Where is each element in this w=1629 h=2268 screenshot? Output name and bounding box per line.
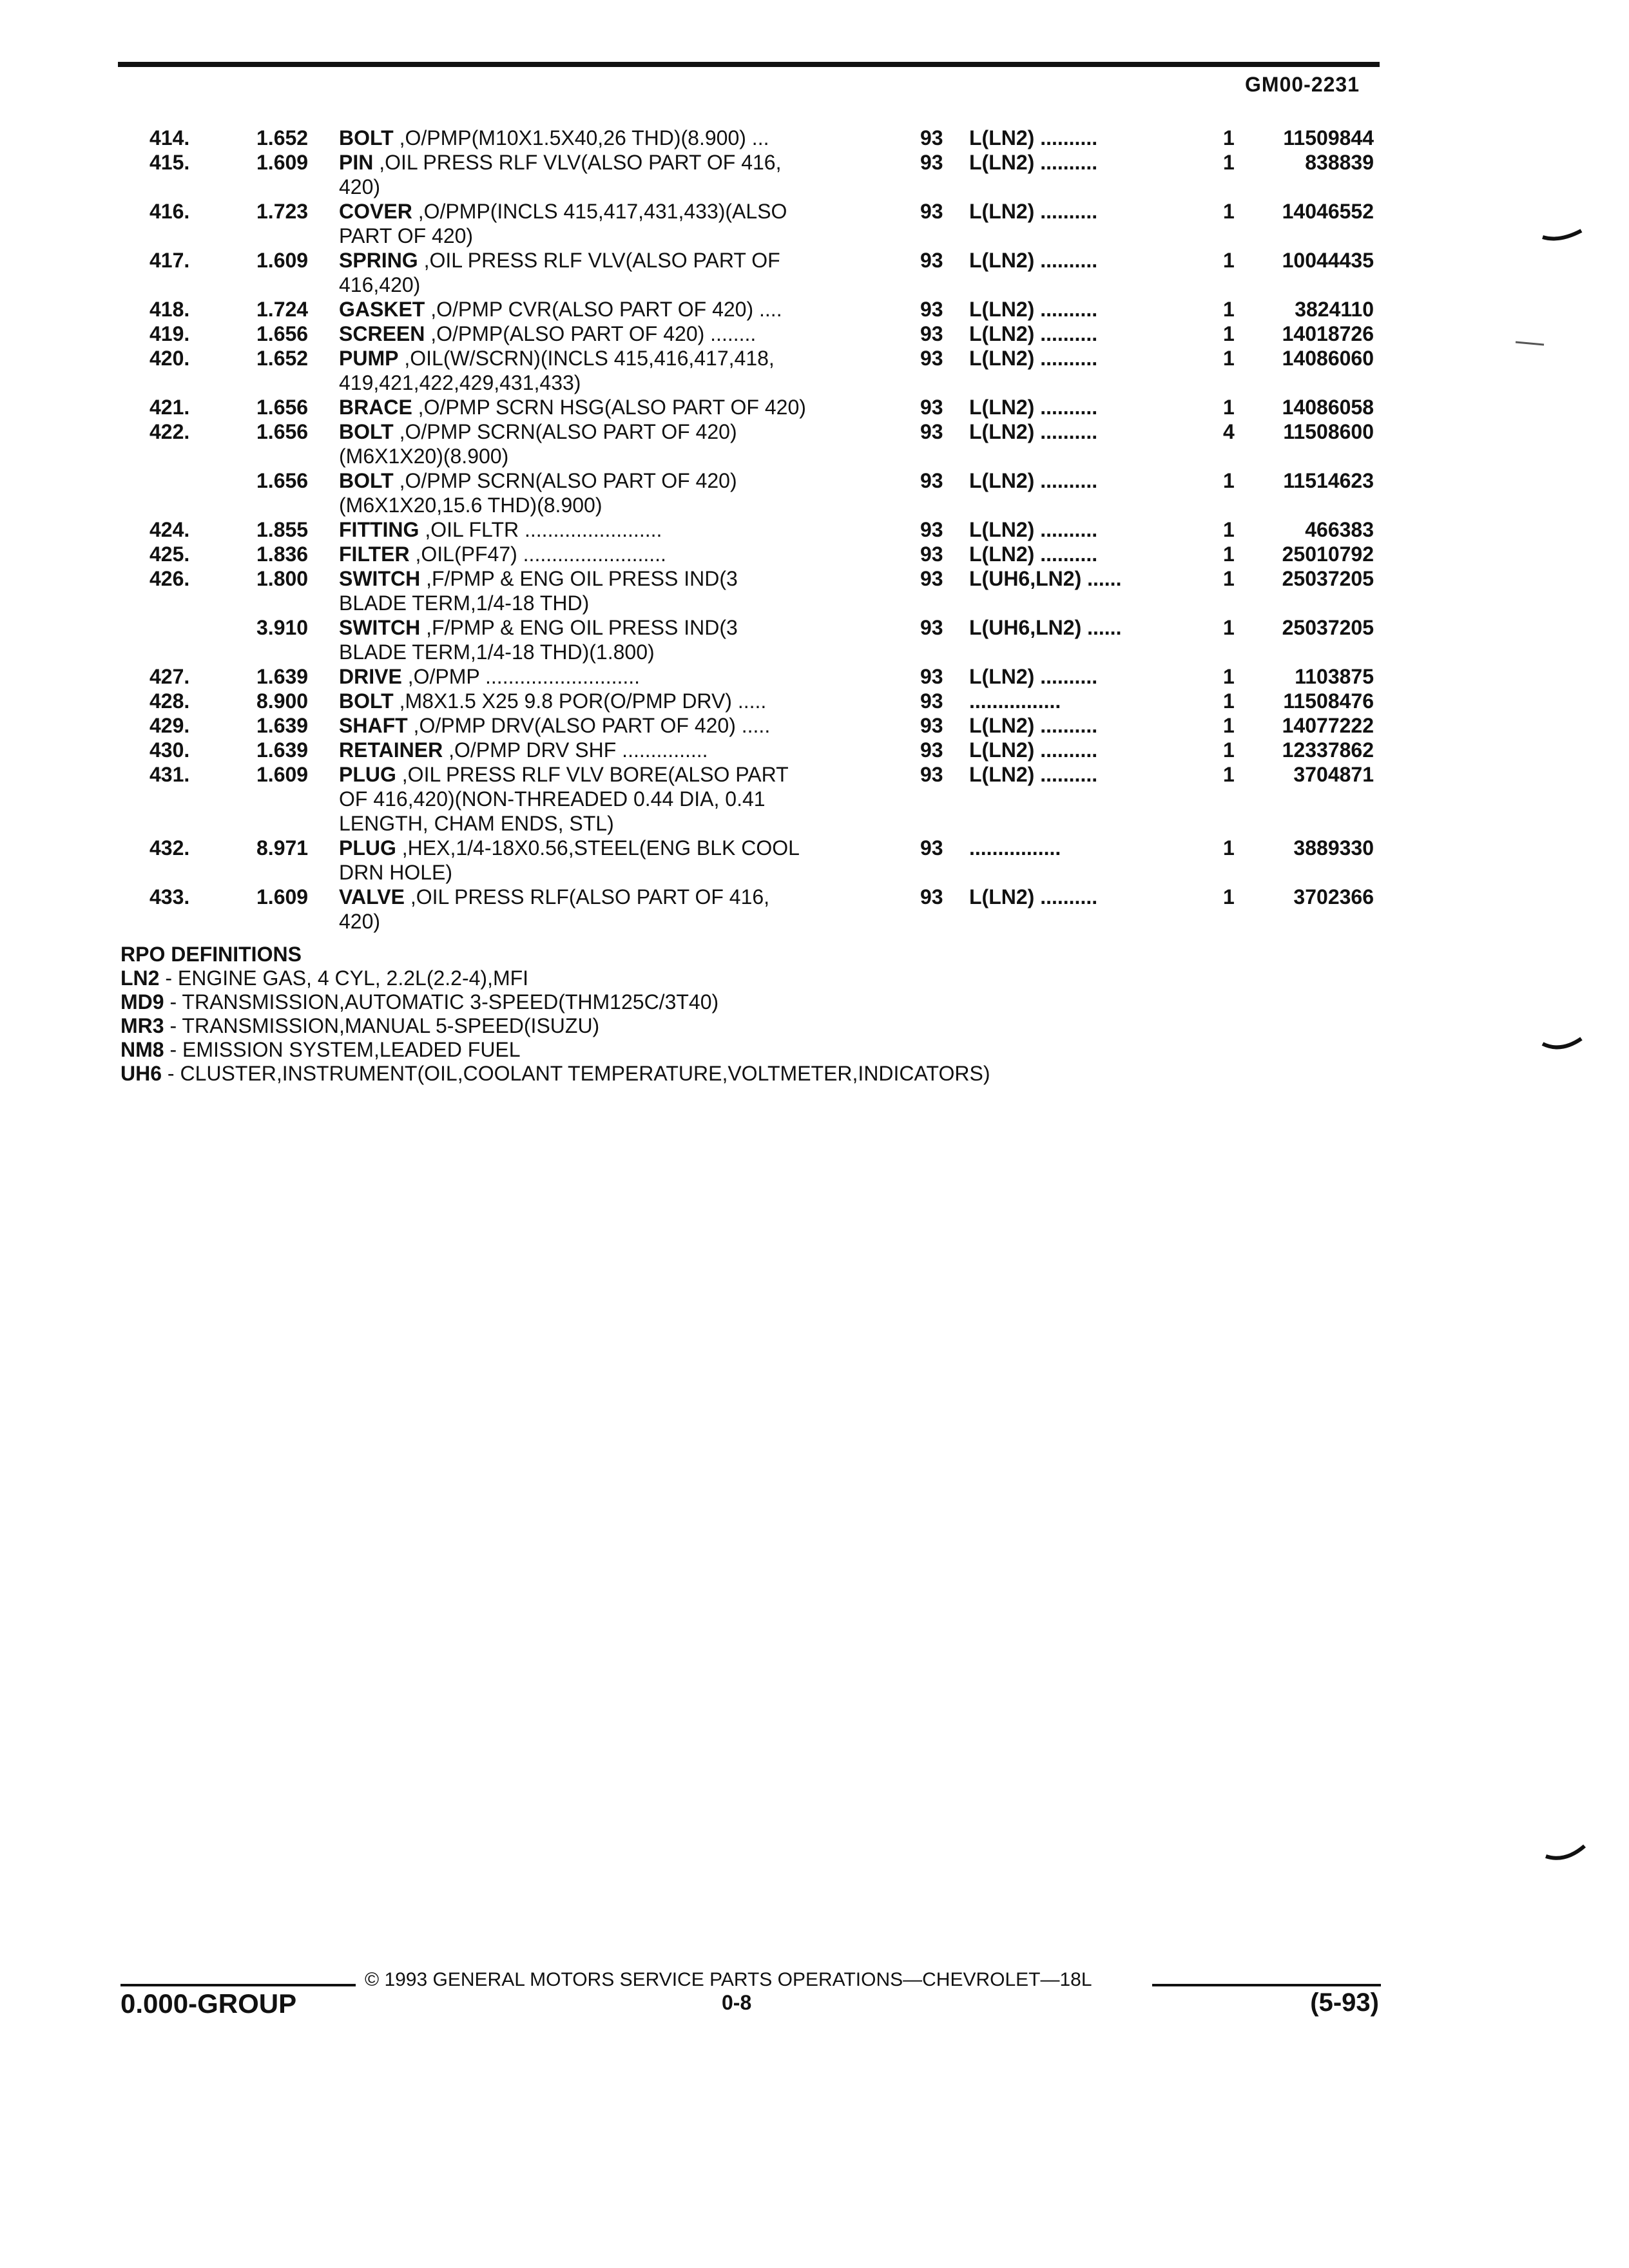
part-description: [339, 615, 738, 640]
part-row-continuation: [0, 493, 1629, 517]
model-year: 93: [920, 249, 943, 272]
group-number: 1.855: [256, 518, 309, 541]
parts-list: [0, 126, 1629, 934]
part-description: [339, 738, 708, 762]
part-description-continued: 419,421,422,429,431,433): [339, 371, 581, 394]
part-detail: ,F/PMP & ENG OIL PRESS IND(3: [420, 567, 738, 590]
part-detail: ,OIL FLTR ........................: [419, 518, 662, 541]
quantity: 1: [1223, 836, 1235, 860]
model-year: 93: [920, 126, 943, 149]
part-number: 11508476: [1283, 689, 1374, 713]
part-number: 466383: [1305, 518, 1374, 541]
quantity: 4: [1223, 420, 1235, 443]
model-year: 93: [920, 665, 943, 688]
part-row-continuation: [0, 370, 1629, 395]
item-number: 424.: [149, 518, 190, 541]
part-description: [339, 322, 756, 346]
model-year: 93: [920, 200, 943, 223]
binding-mark: [1543, 1840, 1588, 1865]
group-number: 3.910: [256, 616, 309, 639]
part-number: 11514623: [1283, 469, 1374, 492]
application: L(LN2) ..........: [969, 396, 1098, 419]
part-row: [0, 395, 1629, 419]
application: L(LN2) ..........: [969, 543, 1098, 566]
application: ................: [969, 836, 1061, 860]
application: L(LN2) ..........: [969, 714, 1098, 737]
part-detail: ,O/PMP DRV SHF ...............: [443, 738, 708, 762]
application: L(LN2) ..........: [969, 518, 1098, 541]
group-number: 1.656: [256, 396, 309, 419]
rpo-item: MD9 - TRANSMISSION,AUTOMATIC 3-SPEED(THM125C/3T40): [120, 990, 719, 1014]
item-number: 429.: [149, 714, 190, 737]
part-name: PLUG: [339, 763, 396, 786]
item-number: 425.: [149, 543, 190, 566]
part-row: [0, 664, 1629, 689]
part-detail: ,O/PMP SCRN(ALSO PART OF 420): [393, 469, 737, 492]
rpo-item: UH6 - CLUSTER,INSTRUMENT(OIL,COOLANT TEMPERATURE,VOLTMETER,INDICATORS): [120, 1062, 990, 1085]
part-description: [339, 150, 781, 175]
part-row: [0, 713, 1629, 738]
part-number: 3889330: [1293, 836, 1374, 860]
part-number: 25010792: [1282, 543, 1374, 566]
part-name: GASKET: [339, 298, 425, 321]
quantity: 1: [1223, 763, 1235, 786]
group-number: 1.639: [256, 738, 309, 762]
part-name: FITTING: [339, 518, 419, 541]
part-detail: ,OIL PRESS RLF VLV BORE(ALSO PART: [396, 763, 789, 786]
application: L(LN2) ..........: [969, 469, 1098, 492]
group-number: 1.800: [256, 567, 309, 590]
part-name: BOLT: [339, 469, 394, 492]
part-row-continuation: [0, 860, 1629, 885]
item-number: 419.: [149, 322, 190, 345]
part-name: PLUG: [339, 836, 396, 860]
application: L(LN2) ..........: [969, 151, 1098, 174]
part-name: PIN: [339, 151, 374, 174]
application: L(LN2) ..........: [969, 738, 1098, 762]
model-year: 93: [920, 469, 943, 492]
model-year: 93: [920, 836, 943, 860]
model-year: 93: [920, 347, 943, 370]
part-row: [0, 248, 1629, 273]
part-description-continued: BLADE TERM,1/4-18 THD): [339, 591, 590, 615]
group-number: 1.639: [256, 665, 309, 688]
item-number: 416.: [149, 200, 190, 223]
model-year: 93: [920, 322, 943, 345]
part-detail: ,O/PMP(M10X1.5X40,26 THD)(8.900) ...: [393, 126, 769, 149]
part-name: BOLT: [339, 126, 394, 149]
top-rule: [118, 62, 1380, 67]
part-name: DRIVE: [339, 665, 402, 688]
application: ................: [969, 689, 1061, 713]
quantity: 1: [1223, 126, 1235, 149]
part-number: 838839: [1305, 151, 1374, 174]
binding-mark: [1540, 1031, 1585, 1057]
quantity: 1: [1223, 689, 1235, 713]
group-number: 1.836: [256, 543, 309, 566]
quantity: 1: [1223, 543, 1235, 566]
part-row-continuation: [0, 787, 1629, 811]
part-number: 14046552: [1282, 200, 1374, 223]
part-row-continuation: [0, 640, 1629, 664]
page-number: 0-8: [722, 1991, 752, 2014]
group-number: 1.639: [256, 714, 309, 737]
group-number: 8.900: [256, 689, 309, 713]
part-detail: ,O/PMP SCRN(ALSO PART OF 420): [393, 420, 737, 443]
binding-mark: [1540, 219, 1585, 245]
quantity: 1: [1223, 616, 1235, 639]
item-number: 426.: [149, 567, 190, 590]
quantity: 1: [1223, 151, 1235, 174]
application: L(LN2) ..........: [969, 200, 1098, 223]
part-name: SPRING: [339, 249, 418, 272]
quantity: 1: [1223, 885, 1235, 908]
part-detail: ,M8X1.5 X25 9.8 POR(O/PMP DRV) .....: [393, 689, 767, 713]
part-description: [339, 762, 789, 787]
part-row: [0, 297, 1629, 322]
application: L(LN2) ..........: [969, 126, 1098, 149]
quantity: 1: [1223, 347, 1235, 370]
part-row-continuation: [0, 175, 1629, 199]
part-detail: ,O/PMP DRV(ALSO PART OF 420) .....: [407, 714, 771, 737]
part-row: [0, 346, 1629, 370]
part-row: [0, 566, 1629, 591]
quantity: 1: [1223, 249, 1235, 272]
rpo-definitions: [120, 943, 990, 1086]
rpo-item: MR3 - TRANSMISSION,MANUAL 5-SPEED(ISUZU): [120, 1014, 600, 1037]
part-description-continued: LENGTH, CHAM ENDS, STL): [339, 812, 614, 835]
part-row: [0, 738, 1629, 762]
part-detail: ,F/PMP & ENG OIL PRESS IND(3: [420, 616, 738, 639]
part-name: RETAINER: [339, 738, 443, 762]
quantity: 1: [1223, 518, 1235, 541]
part-row: [0, 419, 1629, 444]
part-number: 14018726: [1282, 322, 1374, 345]
part-row-continuation: [0, 273, 1629, 297]
part-description: [339, 664, 640, 689]
part-detail: ,O/PMP CVR(ALSO PART OF 420) ....: [425, 298, 782, 321]
part-number: 3824110: [1295, 298, 1374, 321]
part-description: [339, 542, 666, 566]
part-description: [339, 885, 769, 909]
item-number: 433.: [149, 885, 190, 908]
model-year: 93: [920, 689, 943, 713]
model-year: 93: [920, 885, 943, 908]
part-name: SHAFT: [339, 714, 408, 737]
part-row-continuation: [0, 591, 1629, 615]
part-name: SCREEN: [339, 322, 425, 345]
part-name: PUMP: [339, 347, 399, 370]
model-year: 93: [920, 738, 943, 762]
part-description-continued: PART OF 420): [339, 224, 474, 247]
item-number: 415.: [149, 151, 190, 174]
part-number: 11508600: [1283, 420, 1374, 443]
part-row: [0, 615, 1629, 640]
part-number: 14086058: [1282, 396, 1374, 419]
binding-mark: [1514, 338, 1547, 349]
part-description-continued: DRN HOLE): [339, 861, 453, 884]
item-number: 430.: [149, 738, 190, 762]
quantity: 1: [1223, 714, 1235, 737]
part-detail: ,HEX,1/4-18X0.56,STEEL(ENG BLK COOL: [396, 836, 800, 860]
group-number: 1.656: [256, 420, 309, 443]
item-number: 431.: [149, 763, 190, 786]
part-detail: ,OIL(W/SCRN)(INCLS 415,416,417,418,: [398, 347, 775, 370]
part-row-continuation: [0, 444, 1629, 468]
part-description: [339, 395, 806, 419]
group-number: 8.971: [256, 836, 309, 860]
part-description: [339, 836, 800, 860]
part-name: FILTER: [339, 543, 410, 566]
part-description: [339, 199, 787, 224]
application: L(UH6,LN2) ......: [969, 567, 1122, 590]
quantity: 1: [1223, 322, 1235, 345]
part-name: VALVE: [339, 885, 405, 908]
model-year: 93: [920, 151, 943, 174]
group-number: 1.656: [256, 322, 309, 345]
application: L(LN2) ..........: [969, 347, 1098, 370]
group-number: 1.724: [256, 298, 309, 321]
part-description-continued: 420): [339, 175, 381, 198]
model-year: 93: [920, 616, 943, 639]
application: L(LN2) ..........: [969, 885, 1098, 908]
footer-group: 0.000-GROUP: [120, 1988, 297, 2019]
part-number: 25037205: [1282, 616, 1374, 639]
footer-date: (5-93): [1310, 1988, 1379, 2017]
part-description: [339, 468, 737, 493]
quantity: 1: [1223, 665, 1235, 688]
application: L(LN2) ..........: [969, 298, 1098, 321]
group-number: 1.656: [256, 469, 309, 492]
part-description: [339, 419, 737, 444]
part-description-continued: 416,420): [339, 273, 421, 296]
quantity: 1: [1223, 469, 1235, 492]
part-description-continued: (M6X1X20,15.6 THD)(8.900): [339, 494, 602, 517]
part-description-continued: (M6X1X20)(8.900): [339, 445, 509, 468]
part-detail: ,OIL PRESS RLF VLV(ALSO PART OF: [418, 249, 780, 272]
part-row: [0, 150, 1629, 175]
part-number: 10044435: [1282, 249, 1374, 272]
part-description: [339, 126, 769, 150]
part-row: [0, 126, 1629, 150]
rpo-item: LN2 - ENGINE GAS, 4 CYL, 2.2L(2.2-4),MFI: [120, 966, 529, 990]
model-year: 93: [920, 543, 943, 566]
part-description-continued: 420): [339, 910, 381, 933]
application: L(LN2) ..........: [969, 665, 1098, 688]
part-description-continued: BLADE TERM,1/4-18 THD)(1.800): [339, 640, 655, 664]
model-year: 93: [920, 298, 943, 321]
group-number: 1.609: [256, 763, 309, 786]
group-number: 1.652: [256, 347, 309, 370]
part-detail: ,O/PMP SCRN HSG(ALSO PART OF 420): [412, 396, 806, 419]
part-name: BRACE: [339, 396, 412, 419]
part-number: 12337862: [1282, 738, 1374, 762]
document-id: GM00-2231: [1245, 73, 1360, 96]
part-row-continuation: [0, 811, 1629, 836]
model-year: 93: [920, 714, 943, 737]
application: L(LN2) ..........: [969, 763, 1098, 786]
footer-rule-right: [1152, 1984, 1381, 1986]
item-number: 422.: [149, 420, 190, 443]
part-number: 14077222: [1282, 714, 1374, 737]
part-description-continued: OF 416,420)(NON-THREADED 0.44 DIA, 0.41: [339, 787, 766, 811]
quantity: 1: [1223, 396, 1235, 419]
part-row: [0, 885, 1629, 909]
rpo-title: RPO DEFINITIONS: [120, 943, 302, 966]
part-row: [0, 836, 1629, 860]
part-description: [339, 713, 770, 738]
item-number: 417.: [149, 249, 190, 272]
item-number: 414.: [149, 126, 190, 149]
part-number: 14086060: [1282, 347, 1374, 370]
part-detail: ,O/PMP(ALSO PART OF 420) ........: [425, 322, 757, 345]
footer-copyright: © 1993 GENERAL MOTORS SERVICE PARTS OPERATIONS—CHEVROLET—18L: [365, 1969, 1092, 1990]
group-number: 1.609: [256, 885, 309, 908]
quantity: 1: [1223, 567, 1235, 590]
part-row: [0, 689, 1629, 713]
part-name: BOLT: [339, 420, 394, 443]
part-number: 3702366: [1293, 885, 1374, 908]
part-row: [0, 517, 1629, 542]
item-number: 432.: [149, 836, 190, 860]
part-detail: ,OIL PRESS RLF(ALSO PART OF 416,: [404, 885, 770, 908]
part-row: [0, 199, 1629, 224]
part-description: [339, 346, 775, 370]
group-number: 1.723: [256, 200, 309, 223]
footer-rule-left: [120, 1984, 356, 1986]
part-row-continuation: [0, 909, 1629, 934]
group-number: 1.652: [256, 126, 309, 149]
item-number: 418.: [149, 298, 190, 321]
application: L(LN2) ..........: [969, 420, 1098, 443]
model-year: 93: [920, 396, 943, 419]
part-row-continuation: [0, 224, 1629, 248]
part-description: [339, 297, 782, 322]
application: L(UH6,LN2) ......: [969, 616, 1122, 639]
part-row: [0, 322, 1629, 346]
group-number: 1.609: [256, 151, 309, 174]
part-detail: ,OIL(PF47) .........................: [409, 543, 666, 566]
part-name: BOLT: [339, 689, 394, 713]
part-row: [0, 762, 1629, 787]
item-number: 421.: [149, 396, 190, 419]
item-number: 427.: [149, 665, 190, 688]
model-year: 93: [920, 518, 943, 541]
application: L(LN2) ..........: [969, 322, 1098, 345]
part-number: 11509844: [1283, 126, 1374, 149]
quantity: 1: [1223, 738, 1235, 762]
quantity: 1: [1223, 298, 1235, 321]
part-description: [339, 517, 662, 542]
part-name: SWITCH: [339, 616, 421, 639]
part-number: 1103875: [1295, 665, 1374, 688]
part-description: [339, 248, 780, 273]
part-detail: ,O/PMP(INCLS 415,417,431,433)(ALSO: [412, 200, 787, 223]
part-detail: ,OIL PRESS RLF VLV(ALSO PART OF 416,: [373, 151, 782, 174]
application: L(LN2) ..........: [969, 249, 1098, 272]
part-name: SWITCH: [339, 567, 421, 590]
part-detail: ,O/PMP ...........................: [401, 665, 641, 688]
rpo-item: NM8 - EMISSION SYSTEM,LEADED FUEL: [120, 1038, 521, 1061]
part-row: [0, 468, 1629, 493]
model-year: 93: [920, 763, 943, 786]
model-year: 93: [920, 420, 943, 443]
part-description: [339, 689, 766, 713]
model-year: 93: [920, 567, 943, 590]
part-row: [0, 542, 1629, 566]
part-description: [339, 566, 738, 591]
quantity: 1: [1223, 200, 1235, 223]
item-number: 428.: [149, 689, 190, 713]
group-number: 1.609: [256, 249, 309, 272]
item-number: 420.: [149, 347, 190, 370]
part-number: 3704871: [1293, 763, 1374, 786]
part-number: 25037205: [1282, 567, 1374, 590]
part-name: COVER: [339, 200, 412, 223]
